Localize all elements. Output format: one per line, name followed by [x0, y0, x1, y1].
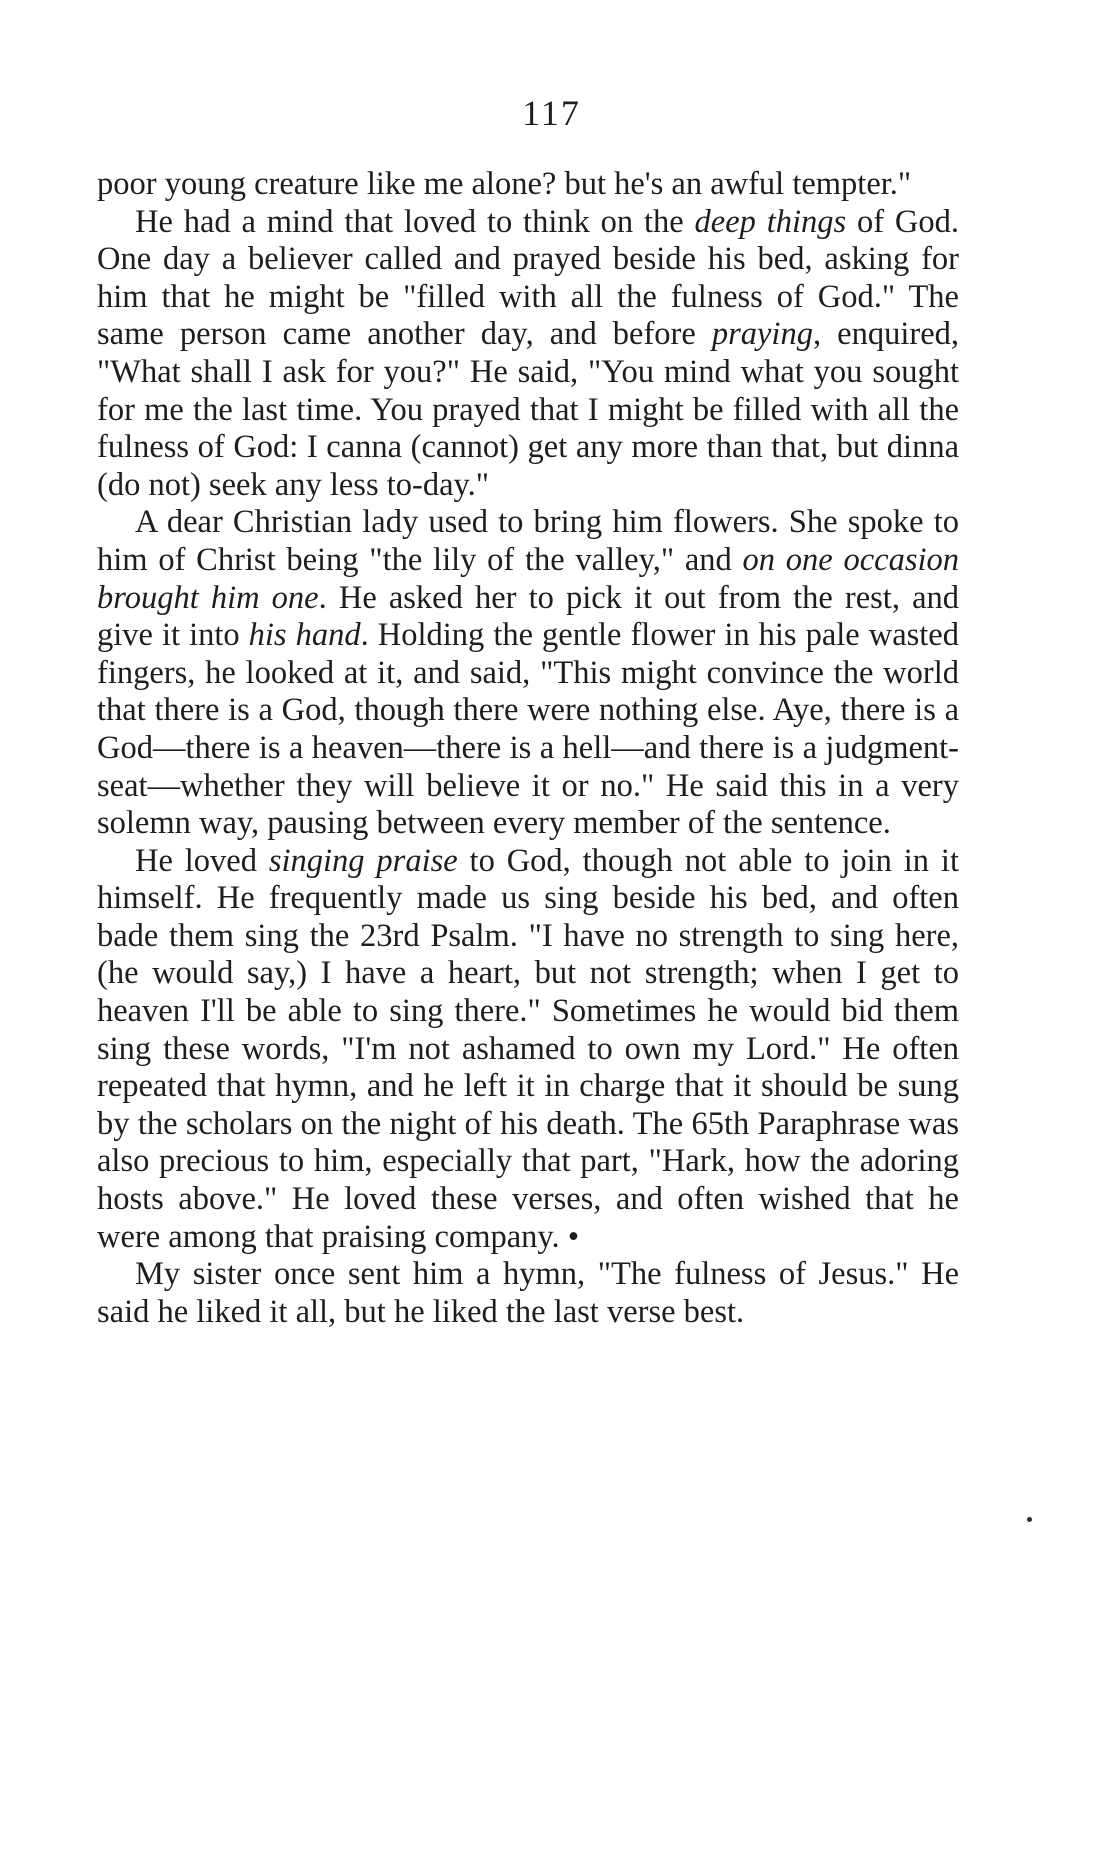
paragraph: [97, 843, 959, 1257]
paragraph: [97, 204, 959, 505]
text-run: . He asked her to pick it out from the rest, and give it into: [97, 579, 959, 654]
italic-phrase: deep things: [694, 203, 847, 240]
italic-phrase: his hand: [248, 617, 361, 654]
text-run: He loved: [135, 842, 269, 879]
page-number: 117: [522, 93, 581, 133]
paragraph: [97, 166, 959, 204]
margin-speck: [1027, 1517, 1032, 1522]
italic-phrase: on one occasion brought him one: [97, 541, 960, 616]
paragraph: [97, 1256, 959, 1331]
text-run: A dear Christian lady used to bring him flowers. She spoke to him of Christ being "the lily of the valley," and: [97, 504, 959, 578]
text-run: . Holding the gentle flower in his pale wasted fingers, he looked at it, and said, "This might convince the world that there is a God, though there were nothing else. Aye, there is a God—there is a heaven—there is a hell—and there is a judgment-seat—whether they will believe it or no." He said this in a very solemn way, pausing between every member of the sentence.: [97, 617, 959, 842]
text-run: poor young creature like me alone? but he's an awful tempter.": [97, 166, 912, 202]
body-text: [97, 166, 959, 1331]
italic-phrase: singing praise: [268, 842, 458, 879]
text-run: He had a mind that loved to think on the: [135, 203, 695, 240]
text-run: , enquired, "What shall I ask for you?" He said, "You mind what you sought for me the last time. You prayed that I might be filled with all the fulness of God: I canna (cannot) get any more than that, but dinna (do not) seek any less to-day.": [97, 316, 960, 503]
text-run: of God. One day a believer called and prayed beside his bed, asking for him that he might be "filled with all the fulness of God." The same person came another day, and before: [97, 203, 960, 353]
text-run: to God, though not able to join in it himself. He frequently made us sing beside his bed, and often bade them sing the 23rd Psalm. "I have no strength to sing here, (he would say,) I have a heart, but not strength; when I get to heaven I'll be able to sing there." Sometimes he would bid them sing these words, "I'm not ashamed to own my Lord." He often repeated that hymn, and he left it in charge that it should be sung by the scholars on the night of his death. The 65th Paraphrase was also precious to him, especially that part, "Hark, how the adoring hosts above." He loved these verses, and often wished that he were among that praising company. •: [97, 842, 959, 1255]
paragraph: [97, 504, 959, 842]
italic-phrase: praying: [711, 316, 813, 353]
text-run: My sister once sent him a hymn, "The fulness of Jesus." He said he liked it all, but he liked the last verse best.: [97, 1256, 959, 1330]
